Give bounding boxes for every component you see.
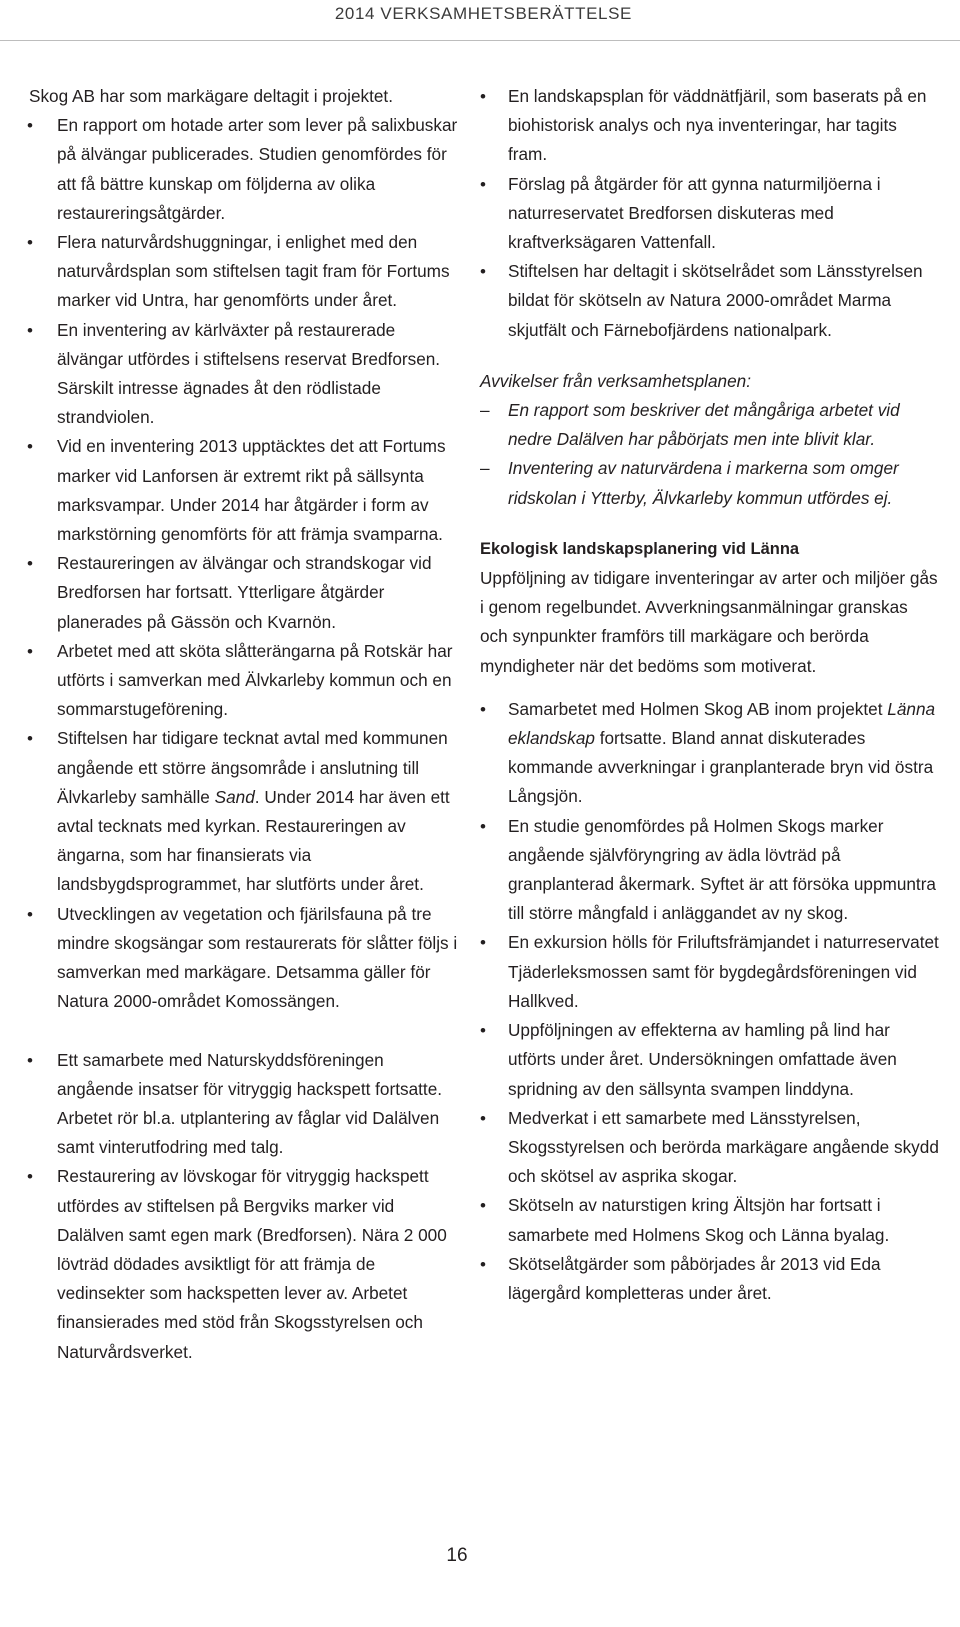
list-item: • Ett samarbete med Naturskyddsföreningen angående insatser för vitryggig hackspett fortsatte. Arbetet rör bl.a. utplantering av fåglar vid Dalälven samt vinterutfodring med talg. (29, 1046, 459, 1163)
right-column (480, 82, 940, 1308)
text-run: . Under 2014 har även ett avtal tecknats med kyrkan. Restaureringen av ängarna, som har finansierats via landsbygdsprogrammet, har slutförts under året. (57, 786, 450, 895)
list-item: • Förslag på åtgärder för att gynna naturmiljöerna i naturreservatet Bredforsen diskuteras med kraftverksägaren Vattenfall. (480, 170, 940, 258)
list-item: • Skötseln av naturstigen kring Ältsjön har fortsatt i samarbete med Holmens Skog och Länna byalag. (480, 1191, 940, 1249)
report-title: 2014 VERKSAMHETSBERÄTTELSE (334, 4, 632, 23)
list-item: • Vid en inventering 2013 upptäcktes det att Fortums marker vid Lanforsen är extremt rikt på sällsynta marksvampar. Under 2014 har åtgärder i form av markstörning genomförts för att främja svamparna. (29, 432, 459, 549)
text-run: Samarbetet med Holmen Skog AB inom projektet (508, 698, 888, 719)
bullet-list (480, 82, 940, 345)
list-item: • Stiftelsen har deltagit i skötselrådet som Länsstyrelsen bildat för skötseln av Natura 2000-området Marma skjutfält och Färnebofjärdens nationalpark. (480, 257, 940, 345)
page-number-text: 16 (446, 1545, 468, 1566)
deviations-list (480, 396, 940, 513)
list-item: • En studie genomfördes på Holmen Skogs marker angående självföryngring av ädla lövträd på granplanterad åkermark. Syftet är att försöka uppmuntra till större mångfald i anläggandet av ny skog. (480, 812, 940, 929)
left-column (29, 82, 459, 1367)
list-item: – En rapport som beskriver det mångåriga arbetet vid nedre Dalälven har påbörjats men inte blivit klar. (480, 396, 940, 454)
text-run: fortsatte. Bland annat diskuterades kommande avverkningar i granplanterade bryn vid östra Långsjön. (508, 728, 934, 807)
spacer (480, 681, 940, 695)
list-item: • Medverkat i ett samarbete med Länsstyrelsen, Skogsstyrelsen och berörda markägare angående skydd och skötsel av asprika skogar. (480, 1104, 940, 1192)
section-paragraph: Uppföljning av tidigare inventeringar av arter och miljöer gås i genom regelbundet. Avverkningsanmälningar granskas och synpunkter framförs till markägare och berörda myndigheter när det bedöms som motiverat. (480, 568, 938, 676)
bullet-list (29, 1046, 459, 1367)
running-header (0, 0, 960, 41)
text-run: Stiftelsen har tidigare tecknat avtal med kommunen angående ett större ängsområde i anslutning till Älvkarleby samhälle (57, 728, 448, 807)
deviations-heading: Avvikelser från verksamhetsplanen: (480, 370, 751, 391)
list-item: • Restaureringen av älvängar och strandskogar vid Bredforsen har fortsatt. Ytterligare åtgärder planerades på Gässön och Kvarnön. (29, 549, 459, 637)
spacer (29, 1017, 459, 1046)
list-item (29, 724, 459, 899)
spacer (480, 513, 940, 535)
project-name: Länna eklandskap (508, 698, 936, 749)
list-item: • Skötselåtgärder som påbörjades år 2013 vid Eda lägergård kompletteras under året. (480, 1250, 940, 1308)
list-item: • En rapport om hotade arter som lever på salixbuskar på älvängar publicerades. Studien genomfördes för att få bättre kunskap om följderna av olika restaureringsåtgärder. (29, 111, 459, 228)
list-item: – Inventering av naturvärdena i markerna som omger ridskolan i Ytterby, Älvkarleby kommun utfördes ej. (480, 454, 940, 512)
list-item: • Arbetet med att sköta slåtterängarna på Rotskär har utförts i samverkan med Älvkarleby kommun och en sommarstugeförening. (29, 637, 459, 725)
list-item (480, 695, 940, 812)
place-name: Sand (214, 786, 255, 807)
page-number (0, 1545, 960, 1567)
bullet-list (29, 111, 459, 1016)
list-item: • En exkursion hölls för Friluftsfrämjandet i naturreservatet Tjäderleksmossen samt för bygdegårdsföreningen vid Hallkved. (480, 928, 940, 1016)
bullet-list (480, 695, 940, 1308)
list-item: • Restaurering av lövskogar för vitryggig hackspett utfördes av stiftelsen på Bergviks marker vid Dalälven samt egen mark (Bredforsen). Nära 2 000 lövträd dödades avsiktligt för att främja de vedinsekter som hackspetten lever av. Arbetet finansierades med stöd från Skogsstyrelsen och Naturvårdsverket. (29, 1162, 459, 1366)
list-item: • Utvecklingen av vegetation och fjärilsfauna på tre mindre skogsängar som restaurerats för slåtter följs i samverkan med markägare. Detsamma gäller för Natura 2000-området Komossängen. (29, 900, 459, 1017)
spacer (480, 345, 940, 367)
continued-paragraph: Skog AB har som markägare deltagit i projektet. (29, 86, 393, 106)
list-item: • Flera naturvårdshuggningar, i enlighet med den naturvårdsplan som stiftelsen tagit fram för Fortums marker vid Untra, har genomförts under året. (29, 228, 459, 316)
list-item: • En inventering av kärlväxter på restaurerade älvängar utfördes i stiftelsens reservat Bredforsen. Särskilt intresse ägnades åt den rödlistade strandviolen. (29, 316, 459, 433)
list-item: • Uppföljningen av effekterna av hamling på lind har utförts under året. Undersökningen omfattade även spridning av den sällsynta svampen linddyna. (480, 1016, 940, 1104)
section-heading: Ekologisk landskapsplanering vid Länna (480, 539, 800, 558)
list-item: • En landskapsplan för väddnätfjäril, som baserats på en biohistorisk analys och nya inventeringar, har tagits fram. (480, 82, 940, 170)
